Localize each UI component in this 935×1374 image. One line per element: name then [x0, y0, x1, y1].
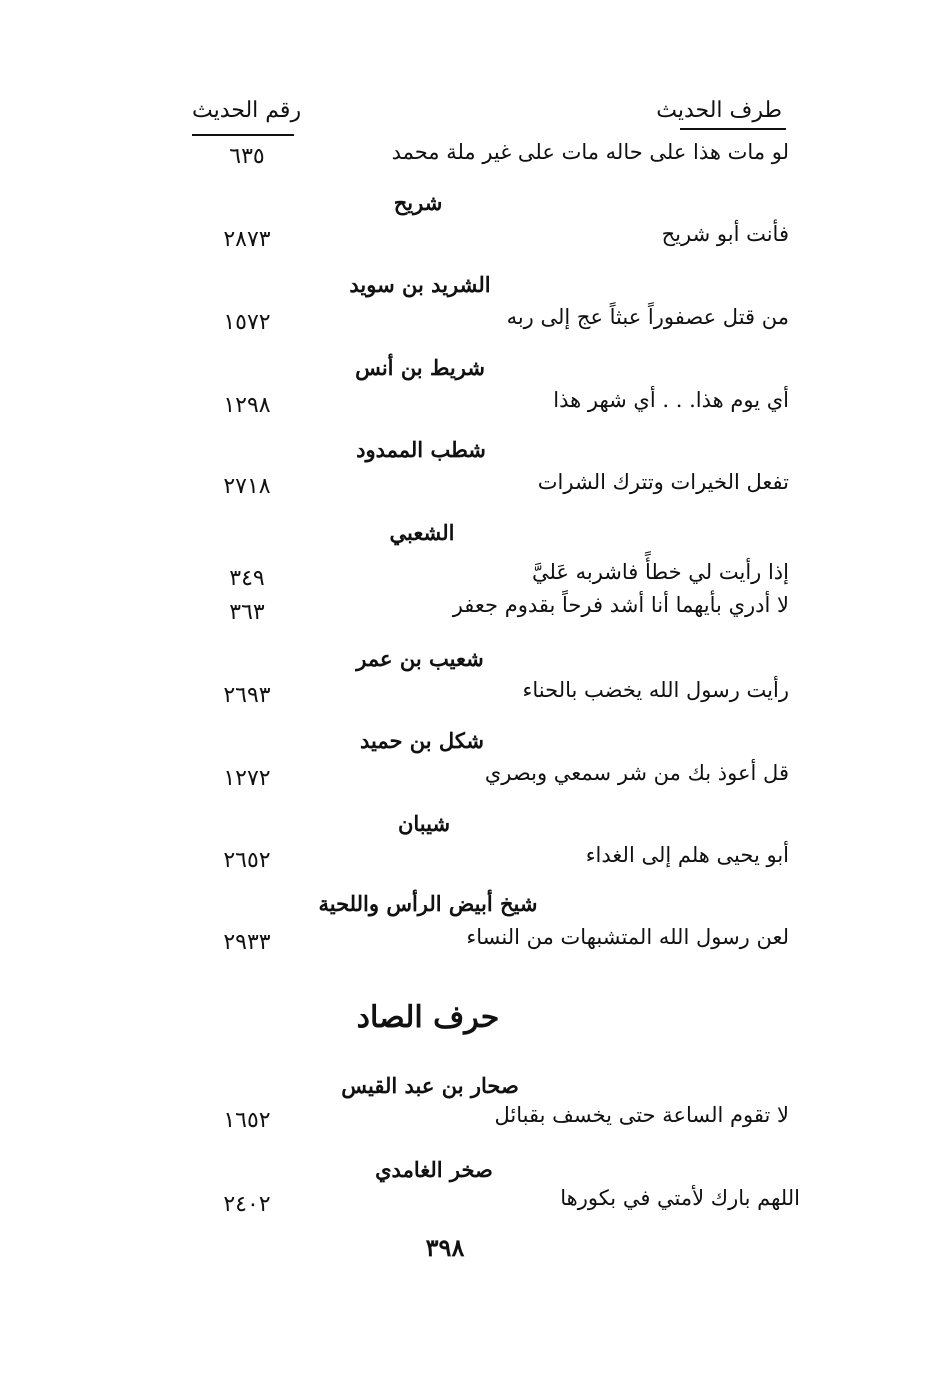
narrator-heading: الشريد بن سويد: [349, 272, 491, 297]
narrator-heading: الشعبي: [389, 520, 455, 545]
section-heading: حرف الصاد: [356, 1000, 500, 1035]
hadith-number: ٢٧١٨: [223, 474, 271, 499]
hadith-number: ١٢٩٨: [223, 393, 271, 418]
hadith-text: من قتل عصفوراً عبثاً عج إلى ربه: [506, 305, 789, 329]
narrator-heading: شطب الممدود: [356, 437, 486, 462]
hadith-number: ٢٩٣٣: [223, 930, 271, 955]
narrator-heading: شيبان: [397, 811, 451, 836]
page-number: ٣٩٨: [425, 1233, 465, 1262]
hadith-number: ٦٣٥: [229, 144, 265, 169]
hadith-number: ١٥٧٢: [223, 310, 271, 335]
hadith-text: لعن رسول الله المتشبهات من النساء: [466, 925, 789, 949]
hadith-text: رأيت رسول الله يخضب بالحناء: [522, 678, 789, 702]
hadith-text: لا تقوم الساعة حتى يخسف بقبائل: [494, 1103, 789, 1127]
hadith-number: ٢٤٠٢: [223, 1192, 271, 1217]
hadith-text: لو مات هذا على حاله مات على غير ملة محمد: [391, 140, 789, 164]
hadith-text: أي يوم هذا. . . أي شهر هذا: [553, 388, 789, 412]
narrator-heading: شكل بن حميد: [359, 728, 485, 753]
hadith-text: أبو يحيى هلم إلى الغداء: [585, 843, 789, 867]
narrator-heading: شيخ أبيض الرأس واللحية: [318, 891, 538, 916]
hadith-number: ٢٦٩٣: [223, 683, 271, 708]
hadith-text: قل أعوذ بك من شر سمعي وبصري: [484, 761, 789, 785]
hadith-number: ٣٦٣: [229, 600, 265, 625]
column-header-number: رقم الحديث: [192, 98, 302, 123]
hadith-number: ٢٦٥٢: [223, 848, 271, 873]
hadith-text: تفعل الخيرات وتترك الشرات: [537, 470, 789, 494]
hadith-number: ٣٤٩: [229, 566, 265, 591]
hadith-number: ١٢٧٢: [223, 766, 271, 791]
narrator-heading: شريط بن أنس: [355, 355, 485, 380]
hadith-text: لا أدري بأيهما أنا أشد فرحاً بقدوم جعفر: [452, 593, 789, 617]
hadith-text: فأنت أبو شريح: [661, 222, 789, 246]
narrator-heading: صحار بن عبد القيس: [341, 1073, 519, 1098]
narrator-heading: صخر الغامدي: [375, 1157, 493, 1182]
hadith-number: ٢٨٧٣: [223, 227, 271, 252]
header-rule-left: [192, 134, 294, 136]
hadith-text: اللهم بارك لأمتي في بكورها: [560, 1186, 800, 1210]
narrator-heading: شعيب بن عمر: [356, 646, 484, 671]
hadith-number: ١٦٥٢: [223, 1108, 271, 1133]
narrator-heading: شريح: [393, 190, 443, 215]
hadith-text: إذا رأيت لي خطأً فاشربه عَليَّ: [531, 560, 789, 584]
header-rule-right: [680, 128, 786, 130]
column-header-hadith: طرف الحديث: [656, 98, 782, 123]
